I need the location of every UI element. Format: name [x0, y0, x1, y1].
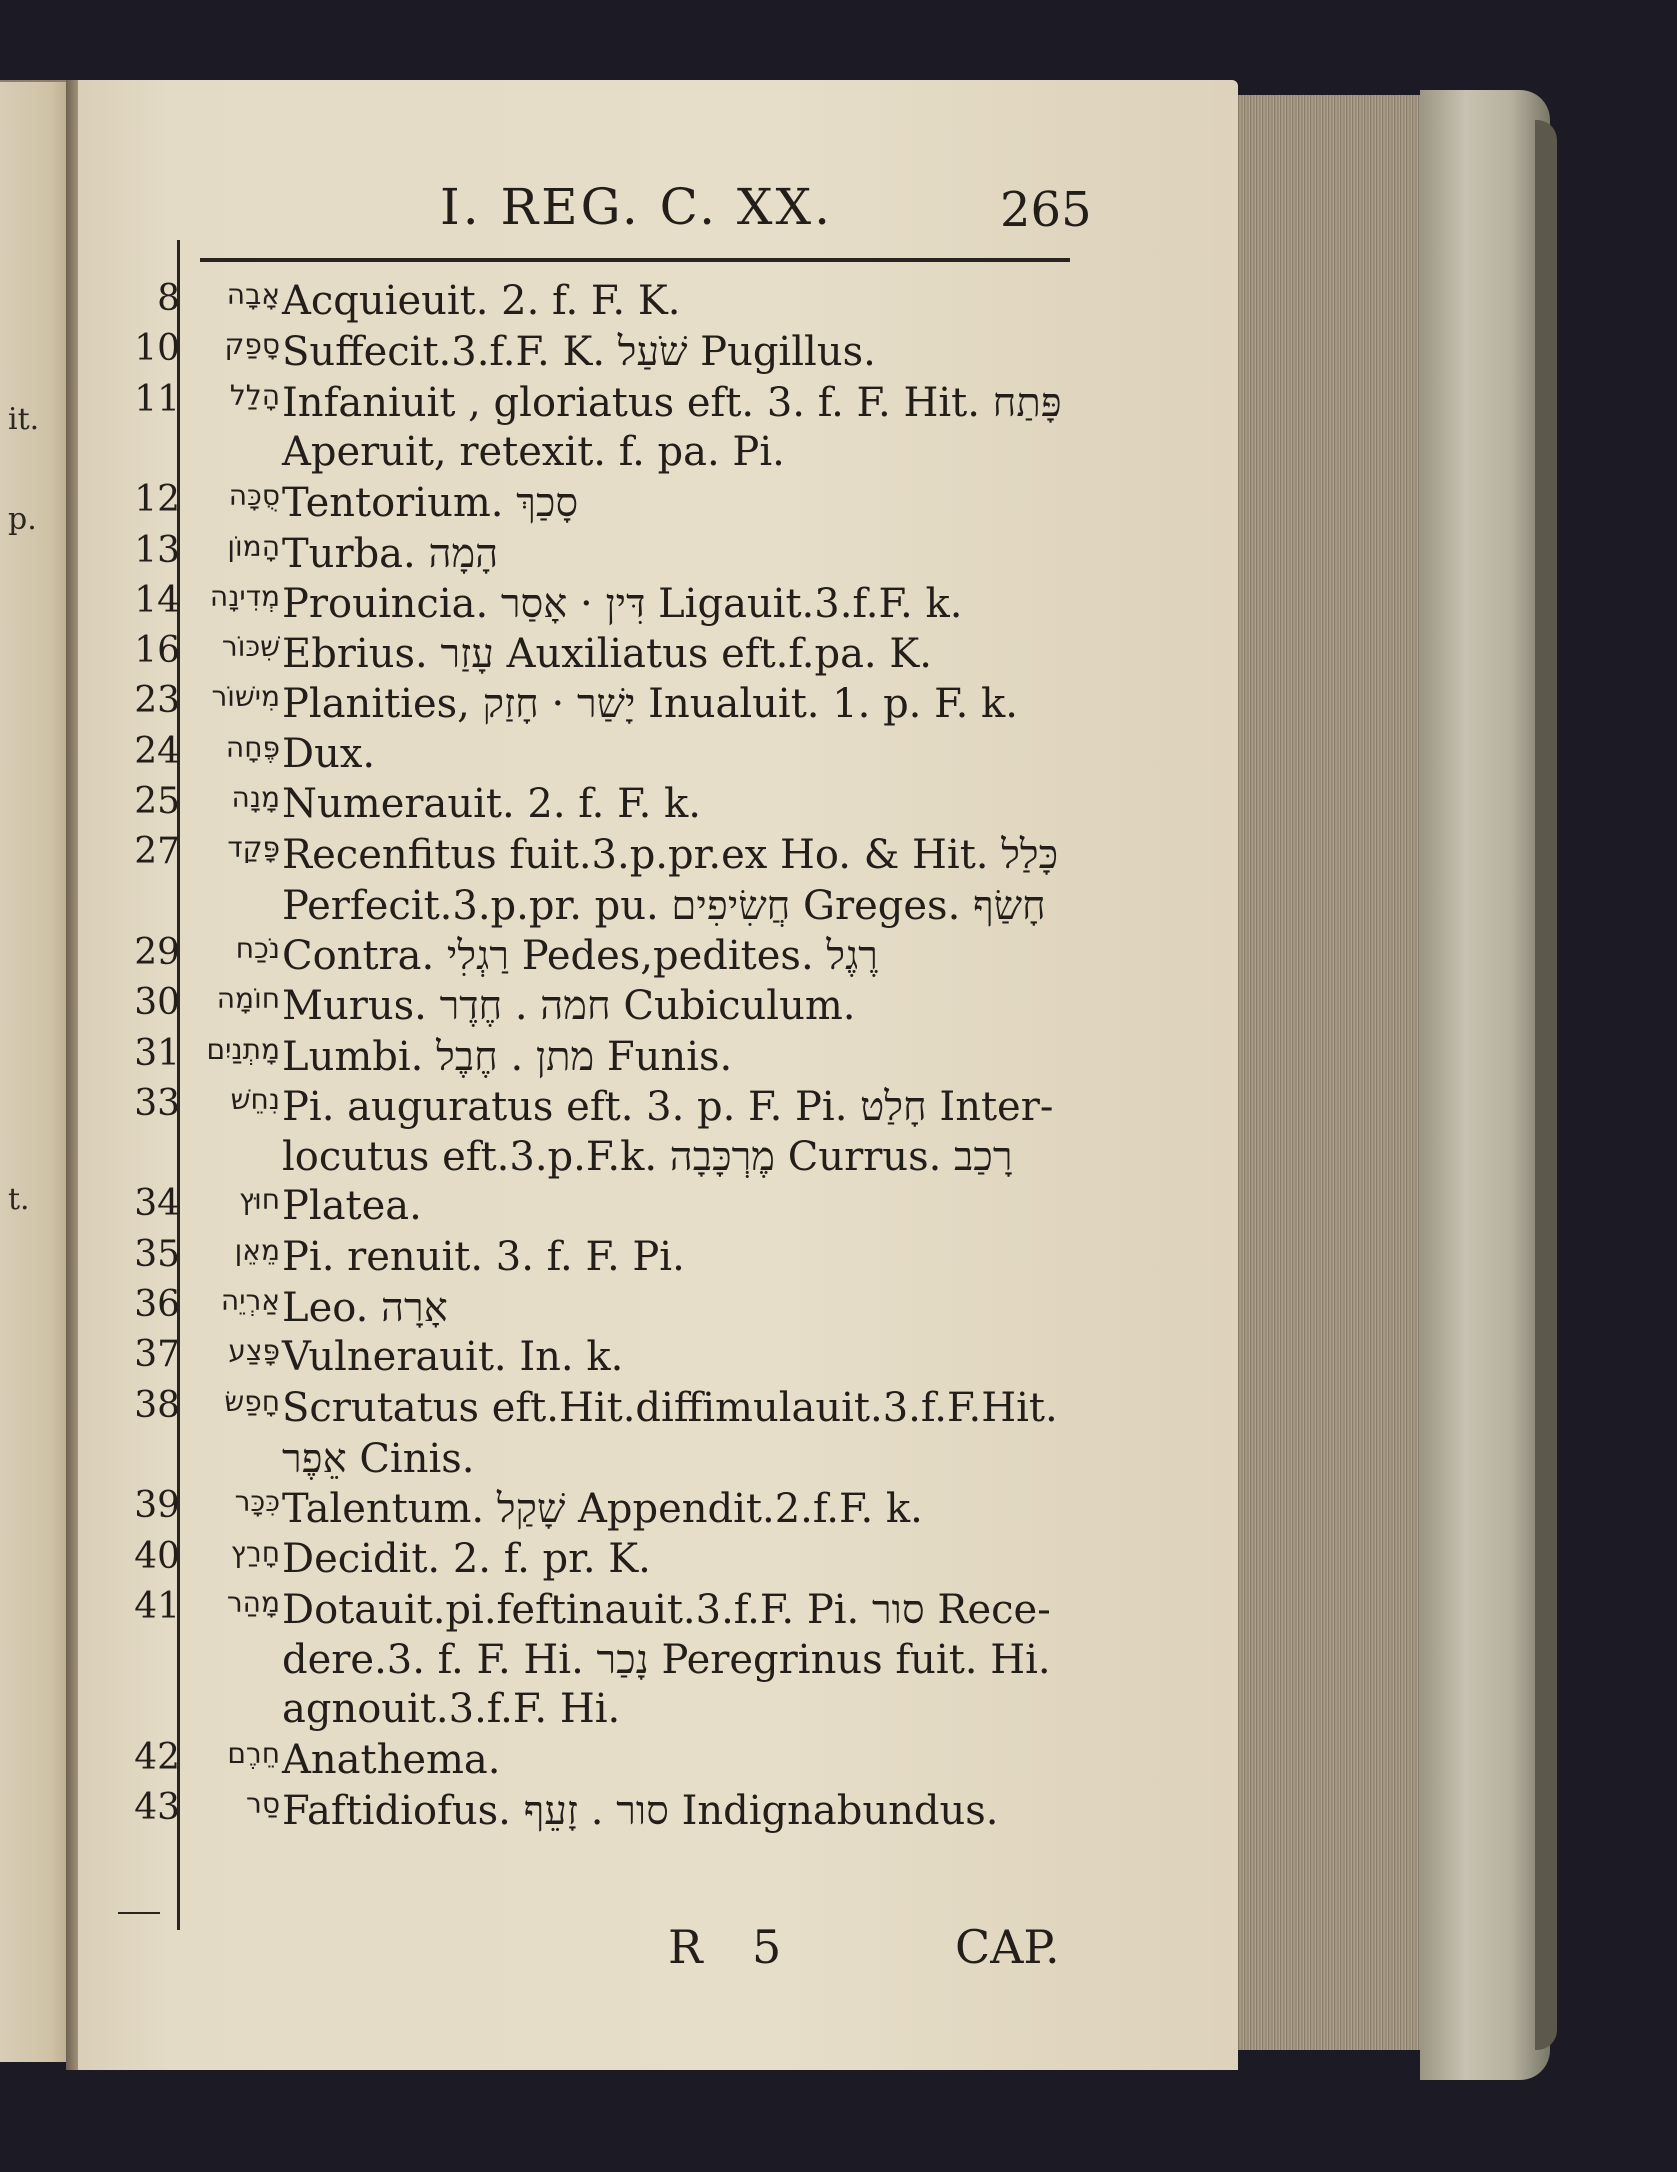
verse-number: 10	[134, 328, 180, 370]
gloss-text: locutus eft.3.p.F.k. מֶרְכָּבָה Currus. רָכַב	[282, 1134, 1013, 1181]
gloss-text: Decidit. 2. f. pr. K.	[282, 1535, 651, 1582]
gloss-text: Pi. auguratus eft. 3. p. F. Pi. חָלַט Inter-	[282, 1083, 1054, 1130]
gloss-text: Vulnerauit. In. k.	[282, 1334, 624, 1381]
gloss-text: Leo. אָרָה	[282, 1285, 448, 1331]
verse-number: 39	[134, 1485, 180, 1527]
hebrew-root: מָתְנַיִם	[206, 1032, 280, 1066]
hebrew-root: אַרְיֵה	[220, 1284, 280, 1317]
gloss-text: Infaniuit , gloriatus eft. 3. f. F. Hit. פָּתַח	[282, 379, 1062, 426]
hebrew-root: חָפַשׂ	[224, 1384, 280, 1418]
gloss-text: Ebrius. עָזַר Auxiliatus eft.f.pa. K.	[282, 631, 932, 678]
hebrew-root: חָרַץ	[230, 1535, 280, 1569]
gloss-text: Turba. הָמָה	[282, 530, 499, 577]
verse-number: 14	[134, 579, 180, 621]
verse-number: 29	[134, 931, 180, 973]
facing-page-fragment: t.	[8, 1182, 30, 1217]
hebrew-root: סַר	[246, 1787, 280, 1820]
facing-page-edge	[0, 80, 72, 2062]
gloss-text: Acquieuit. 2. f. F. K.	[282, 278, 681, 324]
gloss-text: Faftidiofus. סור . זָעֵף Indignabundus.	[282, 1788, 999, 1834]
book-cover-edge	[1535, 120, 1557, 2050]
gloss-text: Planities, יָשַׁר · חָזַק Inualuit. 1. p. F. k.	[282, 681, 1019, 728]
book-cover	[1420, 90, 1550, 2080]
hebrew-root: נִחֵשׁ	[230, 1082, 280, 1116]
running-head: I. REG. C. XX.	[440, 178, 833, 236]
gloss-text: Pi. renuit. 3. f. F. Pi.	[282, 1233, 685, 1280]
gloss-text: Platea.	[282, 1183, 422, 1230]
gloss-text: dere.3. f. F. Hi. נָכַר Peregrinus fuit. Hi.	[282, 1637, 1051, 1684]
gloss-text: אֵפֶר Cinis.	[282, 1435, 475, 1482]
verse-number: 41	[134, 1585, 180, 1627]
hebrew-root: כִּכָּר	[234, 1485, 280, 1519]
hebrew-root: פָּקַד	[227, 831, 280, 865]
verse-number: 43	[134, 1787, 180, 1828]
hebrew-root: מֵאֵן	[234, 1233, 280, 1267]
verse-number: 38	[134, 1384, 180, 1426]
hebrew-root: מִישׁוֹר	[211, 680, 280, 714]
gloss-text: Talentum. שָׁקַל Appendit.2.f.F. k.	[282, 1486, 923, 1533]
verse-number: 12	[134, 479, 180, 521]
hebrew-root: מָהַר	[226, 1585, 280, 1619]
hebrew-root: מְדִינָה	[209, 579, 280, 613]
gloss-text: Prouincia. דִּין · אָסַר Ligauit.3.f.F. k.	[282, 580, 963, 627]
verse-number: 16	[134, 630, 180, 672]
hebrew-root: חוּץ	[238, 1183, 280, 1217]
page-number: 265	[1000, 182, 1092, 238]
verse-number: 25	[134, 781, 180, 822]
hebrew-root: אָבָה	[226, 278, 280, 311]
gloss-text: Aperuit, retexit. f. pa. Pi.	[282, 428, 785, 475]
verse-number: 42	[134, 1736, 180, 1778]
verse-number: 27	[134, 831, 180, 873]
verse-number: 40	[134, 1535, 180, 1577]
hebrew-root: הָלַל	[229, 378, 280, 412]
gloss-text: Contra. רַגְלִי Pedes,pedites. רֶגֶל	[282, 932, 878, 979]
facing-page-fragment: it.	[8, 402, 40, 437]
footer-rule	[118, 1912, 160, 1914]
verse-number: 30	[134, 982, 180, 1024]
gloss-text: agnouit.3.f.F. Hi.	[282, 1686, 621, 1733]
verse-number: 34	[134, 1183, 180, 1225]
hebrew-root: חֵרֶם	[227, 1736, 280, 1770]
gloss-text: Lumbi. מתן . חֶבֶל Funis.	[282, 1033, 733, 1080]
hebrew-root: פָּצַע	[228, 1334, 280, 1368]
gloss-text: Perfecit.3.p.pr. pu. חֲשִׂיפִים Greges. חָשַׂף	[282, 882, 1046, 929]
gloss-text: Murus. חמה . חֶדֶר Cubiculum.	[282, 983, 856, 1030]
verse-number: 36	[134, 1284, 180, 1325]
verse-number: 23	[134, 680, 180, 722]
gloss-text: Suffecit.3.f.F. K. שֹׁעַל Pugillus.	[282, 329, 876, 376]
gloss-text: Dotauit.pi.feftinauit.3.f.F. Pi. סור Rece-	[282, 1586, 1051, 1633]
verse-number: 31	[134, 1032, 180, 1074]
gloss-text: Dux.	[282, 730, 376, 777]
gloss-text: Recenfitus fuit.3.p.pr.ex Ho. & Hit. כָּלַל	[282, 832, 1059, 879]
verse-number: 37	[134, 1334, 180, 1376]
hebrew-root: פֶּחָה	[225, 730, 280, 764]
hebrew-root: שִׁכּוֹר	[221, 630, 280, 664]
verse-number: 8	[157, 278, 180, 319]
catchword: CAP.	[955, 1920, 1060, 1974]
verse-number: 33	[134, 1082, 180, 1124]
verse-number: 11	[134, 378, 180, 420]
hebrew-root: נֹכַח	[235, 931, 280, 965]
gloss-text: Scrutatus eft.Hit.diffimulauit.3.f.F.Hit.	[282, 1384, 1058, 1431]
verse-number: 13	[134, 529, 180, 571]
hebrew-root: סָפַק	[224, 328, 280, 362]
signature-number: 5	[752, 1920, 782, 1974]
verse-number: 35	[134, 1233, 180, 1275]
page-block-edge	[1232, 95, 1432, 2050]
hebrew-root: חוֹמָה	[216, 982, 280, 1016]
signature-mark: R	[668, 1920, 703, 1974]
gloss-text: Anathema.	[282, 1736, 501, 1783]
gloss-text: Numerauit. 2. f. F. k.	[282, 781, 701, 827]
hebrew-root: סֻכָּה	[228, 479, 280, 513]
verse-number: 24	[134, 730, 180, 772]
header-rule	[200, 258, 1070, 262]
hebrew-root: מָנָה	[231, 781, 280, 814]
facing-page-fragment: p.	[8, 502, 37, 537]
hebrew-root: הָמוֹן	[227, 529, 280, 563]
gloss-text: Tentorium. סָכַךְ	[282, 480, 579, 527]
